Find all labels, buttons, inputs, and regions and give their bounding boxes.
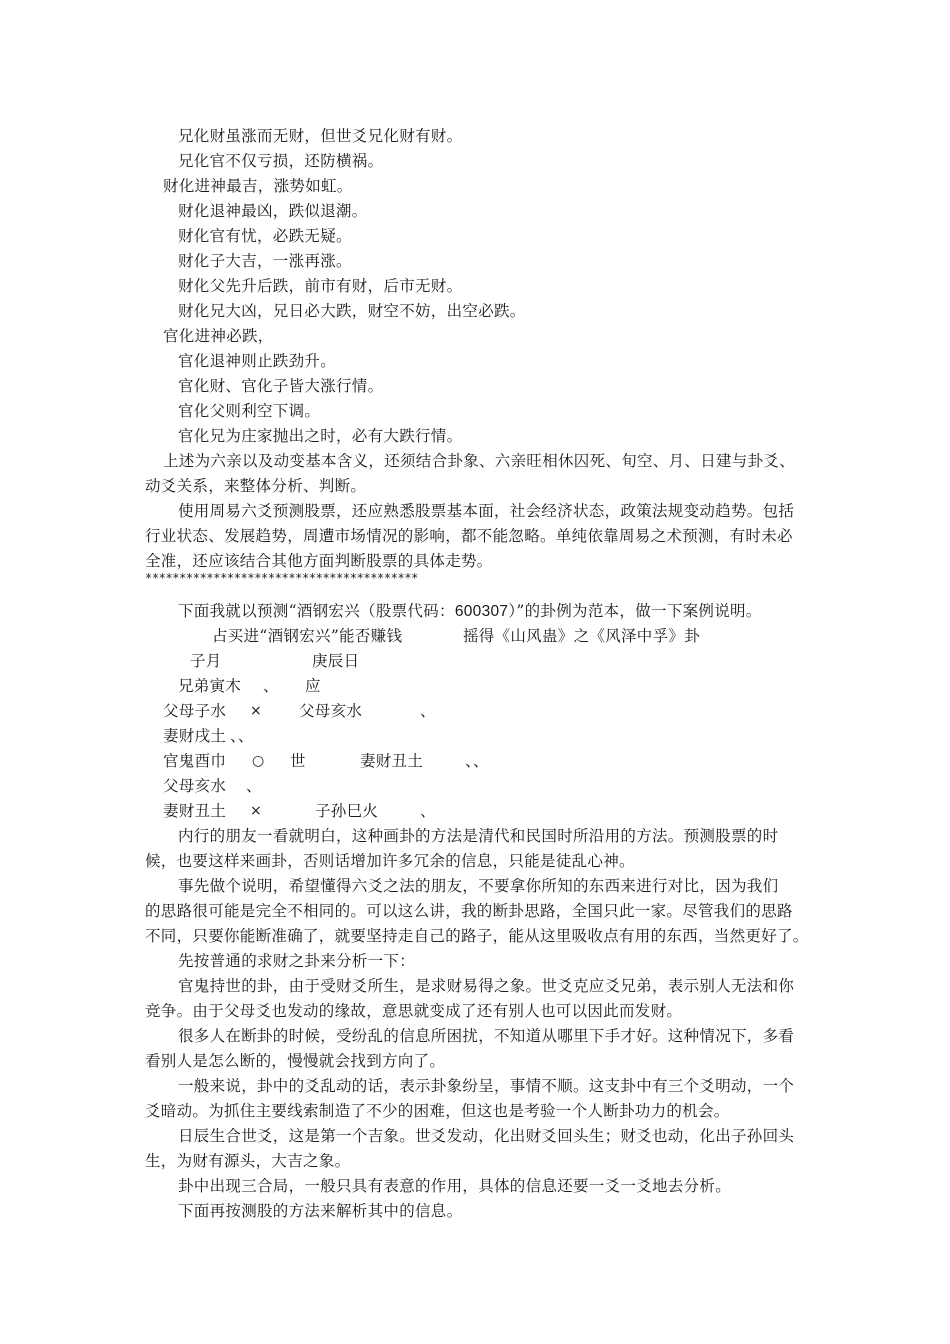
yao-mark: ○ <box>252 753 265 769</box>
hexagram-title-left: 占买进“酒钢宏兴”能否赚钱 <box>212 627 403 645</box>
changed-mark: 、、 <box>465 752 489 770</box>
hexagram-line: 父母亥水 <box>163 777 227 795</box>
text-line: 内行的朋友一看就明白，这种画卦的方法是清代和民国时所沿用的方法。预测股票的时 <box>178 827 779 845</box>
stock-code: 600307 <box>454 603 509 620</box>
text-line: 官化财、官化子皆大涨行情。 <box>178 377 384 395</box>
case-intro-after: ）”的卦例为范本，做一下案例说明。 <box>508 602 762 620</box>
text-line: 财化官有忧，必跌无疑。 <box>178 227 352 245</box>
text-line: 财化父先升后跌，前市有财，后市无财。 <box>178 277 463 295</box>
yao-mark: 、、 <box>230 727 254 745</box>
text-line: 使用周易六爻预测股票，还应熟悉股票基本面，社会经济状态，政策法规变动趋势。包括 <box>178 502 795 520</box>
text-line: 兄化财虽涨而无财，但世爻兄化财有财。 <box>178 127 463 145</box>
text-line: 下面再按测股的方法来解析其中的信息。 <box>178 1202 463 1220</box>
text-line: 行业状态、发展趋势，周遭市场情况的影响，都不能忽略。单纯依靠周易之术预测，有时未必 <box>145 527 793 545</box>
hexagram-line: 官鬼酉巾 <box>163 752 227 770</box>
text-line: 事先做个说明，希望懂得六爻之法的朋友，不要拿你所知的东西来进行对比，因为我们 <box>178 877 779 895</box>
text-line: 官化兄为庄家抛出之时，必有大跌行情。 <box>178 427 463 445</box>
text-line: 财化退神最凶，跌似退潮。 <box>178 202 368 220</box>
case-intro-before: 下面我就以预测“酒钢宏兴（股票代码： <box>178 602 455 620</box>
hexagram-title-right: 摇得《山风蛊》之《风泽中孚》卦 <box>463 627 701 645</box>
text-line: 看别人是怎么断的，慢慢就会找到方向了。 <box>145 1052 446 1070</box>
changed-line: 妻财丑土 <box>360 752 424 770</box>
text-line: 很多人在断卦的时候，受纷乱的信息所困扰，不知道从哪里下手才好。这种情况下，多看 <box>178 1027 795 1045</box>
text-line: 官化进神必跌， <box>163 327 274 345</box>
text-line: 不同，只要你能断准确了，就要坚持走自己的路子，能从这里吸收点有用的东西，当然更好了。 <box>145 927 809 945</box>
text-line: 先按普通的求财之卦来分析一下： <box>178 952 416 970</box>
text-line: 的思路很可能是完全不相同的。可以这么讲，我的断卦思路，全国只此一家。尽管我们的思路 <box>145 902 793 920</box>
text-line: 全准，还应该结合其他方面判断股票的具体走势。 <box>145 552 493 570</box>
text-line: 官化父则利空下调。 <box>178 402 321 420</box>
shi-marker: 世 <box>290 752 306 770</box>
yao-mark: × <box>250 703 263 719</box>
hexagram-line: 妻财丑土 <box>163 802 227 820</box>
text-line: 上述为六亲以及动变基本含义，还须结合卦象、六亲旺相休囚死、旬空、月、日建与卦爻、 <box>163 452 796 470</box>
changed-line: 子孙巳火 <box>315 802 379 820</box>
separator-line: **************************************** <box>145 571 418 585</box>
changed-mark: 、 <box>420 702 436 720</box>
text-line: 官鬼持世的卦，由于受财爻所生，是求财易得之象。世爻克应爻兄弟，表示别人无法和你 <box>178 977 795 995</box>
changed-line: 父母亥水 <box>299 702 363 720</box>
hexagram-line: 父母子水 <box>163 702 227 720</box>
text-line: 日辰生合世爻，这是第一个吉象。世爻发动，化出财爻回头生；财爻也动，化出子孙回头 <box>178 1127 795 1145</box>
hexagram-day: 庚辰日 <box>312 652 360 670</box>
yao-mark: × <box>250 803 263 819</box>
text-line: 兄化官不仅亏损，还防横祸。 <box>178 152 384 170</box>
case-intro <box>178 600 762 623</box>
text-line: 卦中出现三合局，一般只具有表意的作用，具体的信息还要一爻一爻地去分析。 <box>178 1177 732 1195</box>
text-line: 一般来说，卦中的爻乱动的话，表示卦象纷呈，事情不顺。这支卦中有三个爻明动，一个 <box>178 1077 795 1095</box>
text-line: 动爻关系，来整体分析、判断。 <box>145 477 367 495</box>
hexagram-line: 兄弟寅木 <box>178 677 242 695</box>
hexagram-line: 妻财戌土 <box>163 727 227 745</box>
text-line: 竞争。由于父母爻也发动的缘故，意思就变成了还有别人也可以因此而发财。 <box>145 1002 683 1020</box>
ying-marker: 应 <box>305 677 321 695</box>
yao-mark: 、 <box>263 677 279 695</box>
yao-mark: 、 <box>246 777 262 795</box>
text-line: 爻暗动。为抓住主要线索制造了不少的困难，但这也是考验一个人断卦功力的机会。 <box>145 1102 730 1120</box>
text-line: 官化退神则止跌劲升。 <box>178 352 337 370</box>
text-line: 候，也要这样来画卦，否则话增加许多冗余的信息，只能是徒乱心神。 <box>145 852 635 870</box>
text-line: 财化子大吉，一涨再涨。 <box>178 252 352 270</box>
hexagram-month: 子月 <box>190 652 222 670</box>
text-line: 财化兄大凶，兄日必大跌，财空不妨，出空必跌。 <box>178 302 526 320</box>
text-line: 生，为财有源头，大吉之象。 <box>145 1152 351 1170</box>
text-line: 财化进神最吉，涨势如虹。 <box>163 177 353 195</box>
changed-mark: 、 <box>420 802 436 820</box>
